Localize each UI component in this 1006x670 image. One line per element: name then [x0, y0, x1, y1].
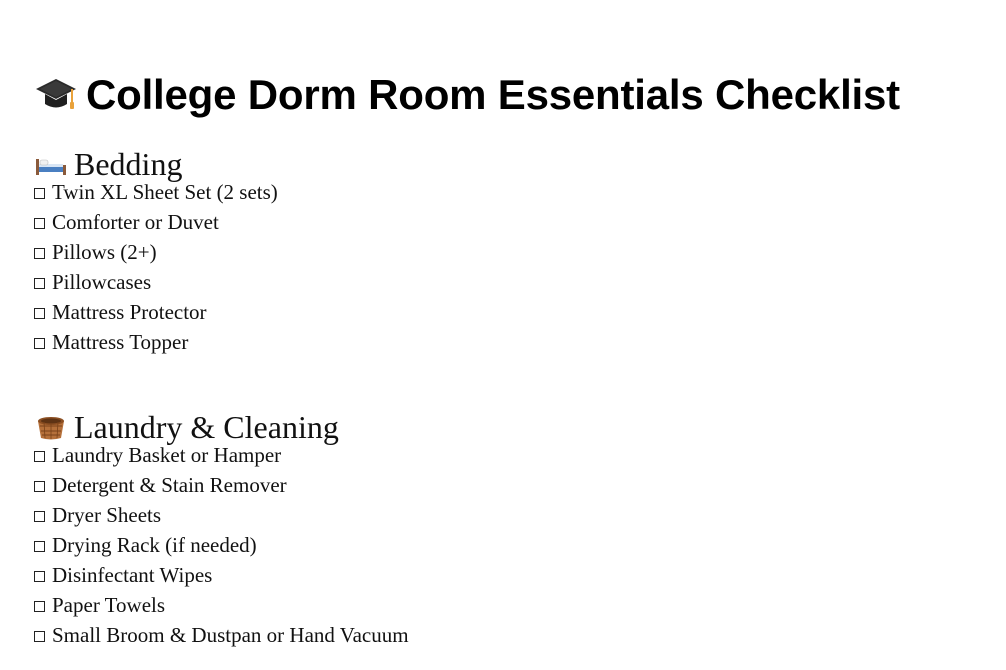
checkbox[interactable] — [34, 481, 45, 492]
checklist-item[interactable] — [34, 620, 409, 650]
checklist-item[interactable] — [34, 207, 278, 237]
laundry-cleaning-checklist — [34, 440, 409, 650]
checklist-item-label: Detergent & Stain Remover — [52, 472, 287, 497]
checklist-item-label: Paper Towels — [52, 592, 166, 617]
graduation-cap-icon — [34, 73, 78, 117]
checkbox[interactable] — [34, 218, 45, 229]
checklist-item-label: Dryer Sheets — [52, 502, 162, 527]
basket-icon — [34, 410, 68, 444]
checklist-item-label: Drying Rack (if needed) — [52, 532, 257, 557]
checklist-item[interactable] — [34, 440, 409, 470]
checkbox[interactable] — [34, 601, 45, 612]
checklist-item-label: Disinfectant Wipes — [52, 562, 213, 587]
checklist-item[interactable] — [34, 327, 278, 357]
checklist-item[interactable] — [34, 560, 409, 590]
checklist-item-label: Twin XL Sheet Set (2 sets) — [52, 179, 278, 204]
checkbox[interactable] — [34, 188, 45, 199]
checkbox[interactable] — [34, 571, 45, 582]
checkbox[interactable] — [34, 278, 45, 289]
checkbox[interactable] — [34, 338, 45, 349]
bedding-checklist — [34, 177, 278, 357]
checkbox[interactable] — [34, 451, 45, 462]
bed-icon — [34, 147, 68, 181]
checklist-item-label: Mattress Topper — [52, 329, 189, 354]
checklist-item[interactable] — [34, 470, 409, 500]
checklist-item[interactable] — [34, 530, 409, 560]
checklist-item[interactable] — [34, 500, 409, 530]
checklist-item[interactable] — [34, 590, 409, 620]
checklist-document — [34, 0, 1006, 670]
section-heading-text: Laundry & Cleaning — [74, 408, 339, 445]
checkbox[interactable] — [34, 631, 45, 642]
checklist-item[interactable] — [34, 297, 278, 327]
checklist-item-label: Mattress Protector — [52, 299, 207, 324]
page-title — [34, 70, 900, 120]
checklist-item-label: Pillowcases — [52, 269, 152, 294]
checklist-item[interactable] — [34, 237, 278, 267]
checkbox[interactable] — [34, 541, 45, 552]
section-heading-text: Bedding — [74, 145, 183, 182]
checklist-item-label: Pillows (2+) — [52, 239, 157, 264]
checklist-item-label: Comforter or Duvet — [52, 209, 219, 234]
checkbox[interactable] — [34, 511, 45, 522]
page-title-text: College Dorm Room Essentials Checklist — [86, 71, 900, 119]
checklist-item-label: Laundry Basket or Hamper — [52, 442, 282, 467]
checklist-item[interactable] — [34, 267, 278, 297]
checklist-item[interactable] — [34, 177, 278, 207]
checklist-item-label: Small Broom & Dustpan or Hand Vacuum — [52, 622, 409, 647]
checkbox[interactable] — [34, 308, 45, 319]
checkbox[interactable] — [34, 248, 45, 259]
